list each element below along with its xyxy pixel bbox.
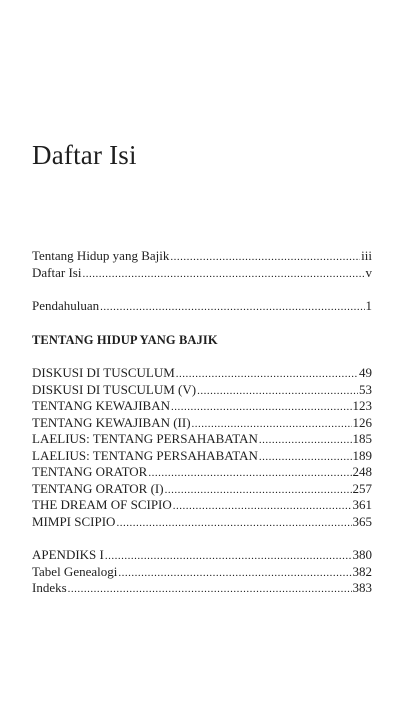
spacer [32, 530, 372, 547]
dot-leader [170, 249, 360, 266]
toc-entry-label: Pendahuluan [32, 298, 100, 313]
toc-entry-page: 380 [352, 547, 372, 562]
toc-entry-page: iii [361, 248, 372, 263]
toc-entry-label: THE DREAM OF SCIPIO [32, 497, 172, 512]
dot-leader [68, 581, 352, 598]
toc-entry-page: 383 [352, 580, 372, 595]
toc-entry-label: LAELIUS: TENTANG PERSAHABATAN [32, 431, 258, 446]
toc-entry[interactable] [32, 448, 372, 465]
toc-entry-page: 49 [359, 365, 372, 380]
toc-entry[interactable] [32, 248, 372, 265]
table-of-contents [32, 248, 372, 597]
toc-entry-page: 53 [359, 381, 372, 397]
dot-leader [173, 498, 352, 515]
toc-entry-label: MIMPI SCIPIO [32, 513, 116, 529]
dot-leader [116, 515, 351, 532]
toc-entry-page: 1 [365, 298, 372, 313]
toc-entry-label: Daftar Isi [32, 264, 82, 280]
toc-entry-label: TENTANG KEWAJIBAN [32, 398, 170, 413]
spacer [32, 281, 372, 298]
toc-entry-label: LAELIUS: TENTANG PERSAHABATAN [32, 447, 258, 463]
toc-entry-page: 126 [352, 414, 372, 430]
toc-entry[interactable] [32, 431, 372, 448]
toc-entry-label: APENDIKS I [32, 547, 104, 562]
section-heading: TENTANG HIDUP YANG BAJIK [32, 332, 218, 347]
dot-leader [176, 366, 358, 383]
toc-entry-label: TENTANG KEWAJIBAN (II) [32, 414, 191, 430]
toc-entry-page: 361 [352, 497, 372, 512]
toc-entry-page: 257 [352, 480, 372, 496]
dot-leader [165, 482, 352, 499]
toc-entry-label: Indeks [32, 580, 67, 595]
toc-entry-page: 123 [352, 398, 372, 413]
dot-leader [82, 266, 364, 283]
spacer [32, 348, 372, 365]
toc-entry[interactable] [32, 481, 372, 498]
toc-entry[interactable] [32, 580, 372, 597]
toc-entry-page: 189 [352, 447, 372, 463]
toc-entry[interactable] [32, 398, 372, 415]
toc-entry-label: DISKUSI DI TUSCULUM (V) [32, 381, 197, 397]
toc-entry-label: DISKUSI DI TUSCULUM [32, 365, 175, 380]
toc-entry-page: 248 [352, 464, 372, 479]
toc-entry[interactable] [32, 365, 372, 382]
dot-leader [259, 449, 352, 466]
page-title: Daftar Isi [32, 140, 137, 170]
toc-entry[interactable] [32, 415, 372, 432]
toc-entry-label: Tabel Genealogi [32, 563, 118, 579]
toc-entry[interactable] [32, 298, 372, 315]
toc-entry[interactable] [32, 547, 372, 564]
spacer [32, 315, 372, 332]
toc-entry[interactable] [32, 564, 372, 581]
toc-entry[interactable] [32, 265, 372, 282]
toc-entry-page: v [365, 264, 372, 280]
toc-entry[interactable] [32, 464, 372, 481]
toc-entry[interactable] [32, 382, 372, 399]
toc-entry-label: Tentang Hidup yang Bajik [32, 248, 170, 263]
toc-entry[interactable] [32, 514, 372, 531]
toc-entry-label: TENTANG ORATOR [32, 464, 148, 479]
dot-leader [118, 565, 351, 582]
dot-leader [259, 432, 352, 449]
toc-entry[interactable] [32, 497, 372, 514]
dot-leader [148, 465, 351, 482]
toc-entry-page: 382 [352, 563, 372, 579]
toc-entry-page: 365 [352, 513, 372, 529]
toc-entry-page: 185 [352, 431, 372, 446]
dot-leader [105, 548, 352, 565]
dot-leader [192, 416, 352, 433]
dot-leader [100, 299, 364, 316]
toc-entry-label: TENTANG ORATOR (I) [32, 480, 164, 496]
dot-leader [197, 383, 358, 400]
dot-leader [171, 399, 352, 416]
